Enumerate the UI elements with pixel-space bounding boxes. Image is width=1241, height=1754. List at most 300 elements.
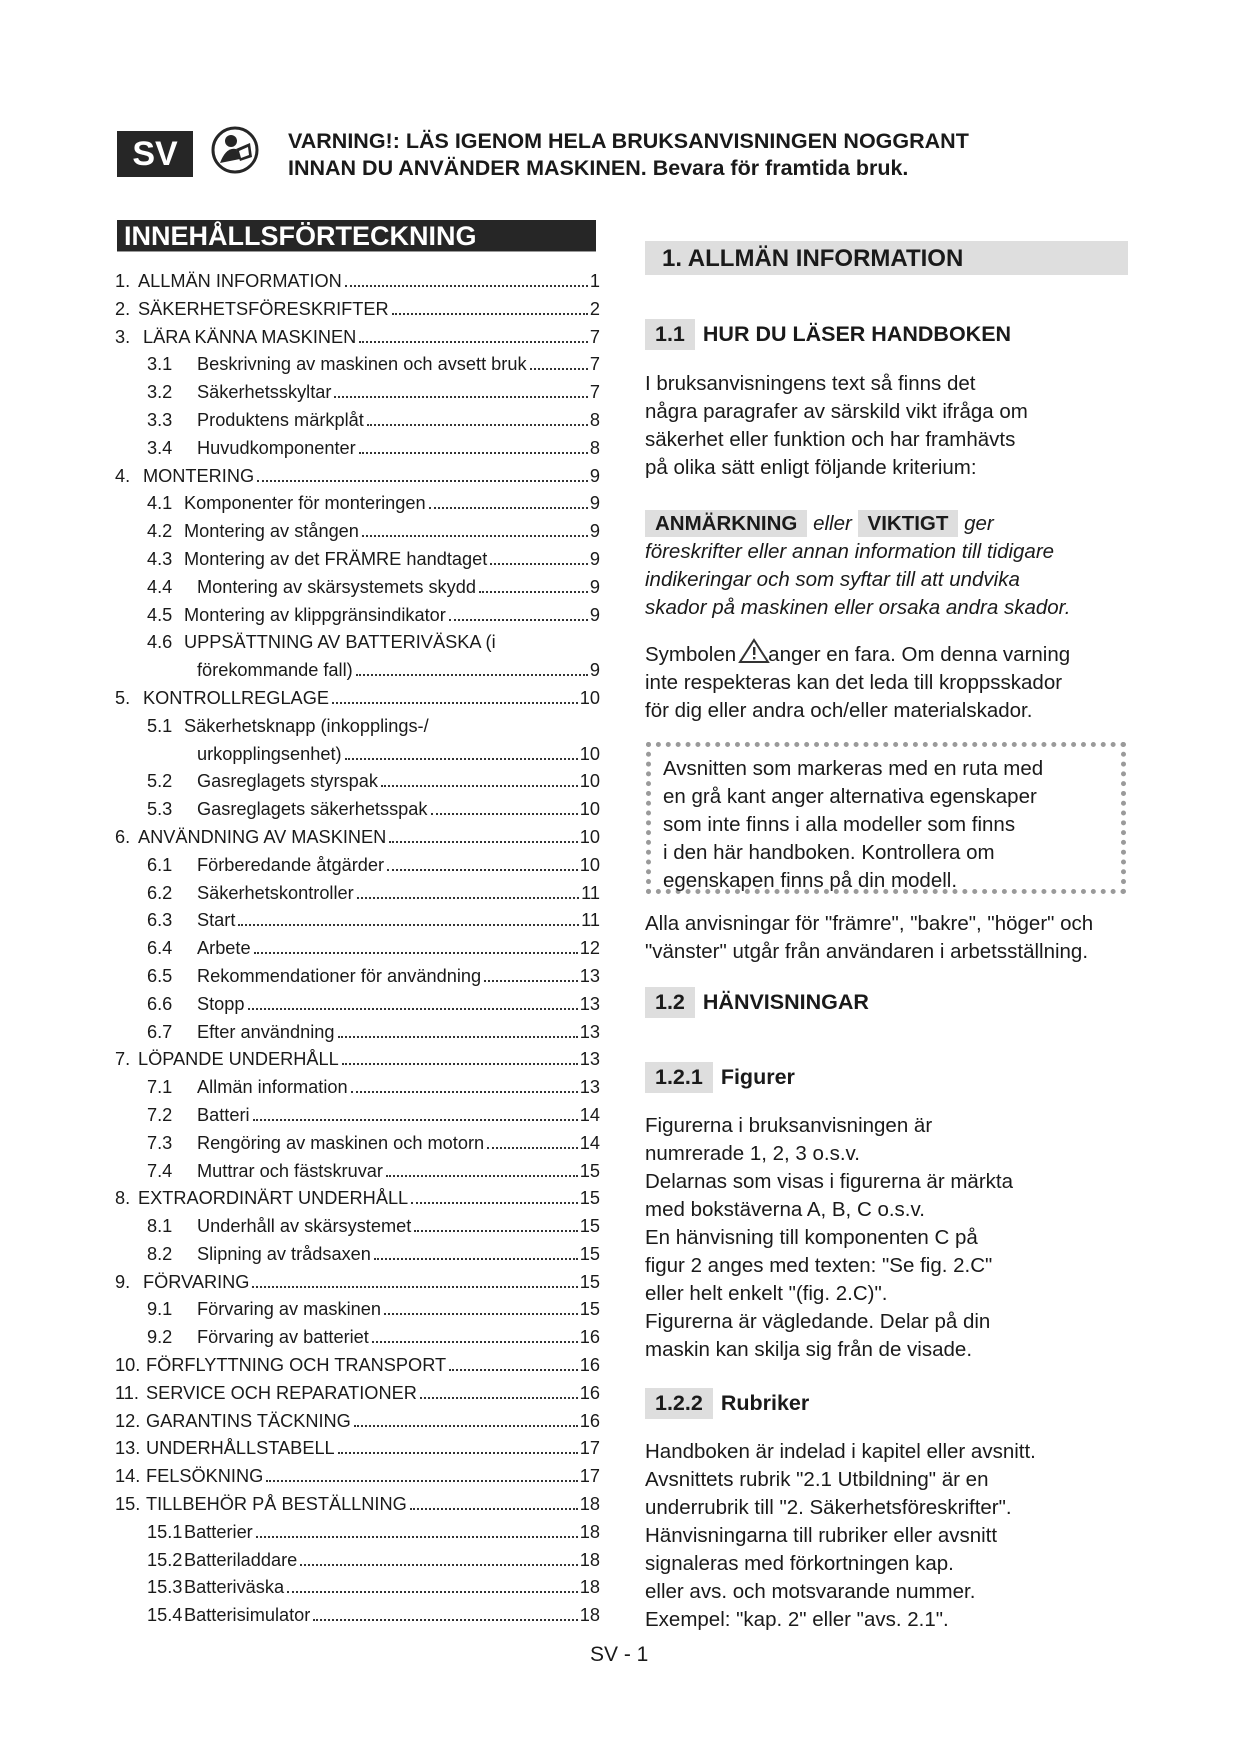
toc-entry-title: Säkerhetsskyltar	[197, 382, 332, 403]
warning-line-1: VARNING!: LÄS IGENOM HELA BRUKSANVISNINGEN NOGGRANT	[288, 129, 969, 153]
toc-leader	[342, 1063, 578, 1065]
toc-entry-number: 6.5	[147, 965, 173, 986]
toc-leader	[431, 813, 578, 815]
text-line: en grå kant anger alternativa egenskaper	[663, 785, 1037, 808]
subsection-1-2	[645, 987, 869, 1018]
toc-entry-number: 6.6	[147, 993, 173, 1014]
toc-entry[interactable]	[115, 1547, 600, 1575]
toc-leader	[411, 1202, 578, 1204]
toc-entry-title: Montering av stången	[184, 521, 359, 542]
toc-title: INNEHÅLLSFÖRTECKNING	[117, 220, 596, 252]
toc-leader	[384, 1313, 578, 1315]
toc-entry-page: 15	[579, 1299, 600, 1320]
toc-entry-number: 9.1	[147, 1299, 173, 1320]
page-number: SV - 1	[590, 1643, 649, 1666]
toc-entry-page: 7	[589, 326, 600, 347]
toc-entry[interactable]	[115, 1158, 600, 1186]
toc-entry-title: Batteri	[197, 1104, 250, 1125]
toc-entry[interactable]	[115, 1602, 600, 1630]
toc-entry[interactable]	[115, 1574, 600, 1602]
toc-entry-page: 10	[579, 743, 600, 764]
text-line: säkerhet eller funktion och har framhävts	[645, 428, 1016, 451]
warning-triangle-icon	[738, 638, 770, 664]
text-line: Alla anvisningar för "främre", "bakre", "höger" och	[645, 912, 1094, 935]
toc-leader	[338, 1036, 578, 1038]
toc-entry-title: Förvaring av batteriet	[197, 1327, 369, 1348]
text-line: skador på maskinen eller orsaka andra skador.	[645, 596, 1071, 619]
toc-leader	[357, 897, 579, 899]
toc-entry[interactable]	[115, 518, 600, 546]
toc-entry-page: 13	[579, 1021, 600, 1042]
toc-leader	[414, 1230, 577, 1232]
toc-entry-number: 6.7	[147, 1021, 173, 1042]
toc-entry-page: 16	[579, 1327, 600, 1348]
toc-leader	[338, 1452, 578, 1454]
toc-entry-number: 15.3	[147, 1577, 183, 1598]
toc-leader	[367, 424, 588, 426]
text-line: egenskapen finns på din modell.	[663, 869, 958, 892]
toc-entry-number: 2.	[115, 298, 131, 319]
toc-leader	[313, 1619, 577, 1621]
toc-entry-title: ANVÄNDNING AV MASKINEN	[138, 826, 387, 847]
toc-entry-continued[interactable]	[115, 657, 600, 685]
toc-entry-title: LÄRA KÄNNA MASKINEN	[143, 326, 357, 347]
toc-entry[interactable]	[115, 1213, 600, 1241]
toc-entry-number: 6.3	[147, 910, 173, 931]
toc-entry[interactable]	[115, 574, 600, 602]
toc-entry-page: 18	[579, 1605, 600, 1626]
toc-entry[interactable]	[115, 1102, 600, 1130]
toc-entry-title: Komponenter för monteringen	[184, 493, 426, 514]
toc-leader	[356, 674, 588, 676]
toc-entry[interactable]	[115, 1296, 600, 1324]
toc-entry-page: 13	[579, 993, 600, 1014]
toc-entry-title: UNDERHÅLLSTABELL	[146, 1438, 335, 1459]
toc-entry-number: 3.4	[147, 437, 173, 458]
toc-entry-page: 15	[579, 1216, 600, 1237]
toc-entry-page: 10	[579, 799, 600, 820]
toc-entry-page: 16	[579, 1355, 600, 1376]
toc-entry-page: 14	[579, 1104, 600, 1125]
toc-entry-number: 3.	[115, 326, 131, 347]
toc-leader	[487, 1147, 578, 1149]
toc-entry-title: Montering av skärsystemets skydd	[197, 576, 476, 597]
toc-entry[interactable]	[115, 602, 600, 630]
toc-entry-page: 16	[579, 1410, 600, 1431]
section-title: 1. ALLMÄN INFORMATION	[645, 241, 1128, 275]
text-line: på olika sätt enligt följande kriterium:	[645, 456, 977, 479]
toc-entry[interactable]	[115, 463, 600, 491]
paragraph-tags	[645, 510, 1131, 622]
table-of-contents	[115, 268, 600, 1630]
toc-leader	[381, 785, 578, 787]
text-line: som inte finns i alla modeller som finns	[663, 813, 1016, 836]
toc-entry-page: 8	[589, 409, 600, 430]
note-tag: ANMÄRKNING	[645, 510, 807, 537]
toc-leader	[252, 1286, 577, 1288]
toc-entry-title: Gasreglagets styrspak	[197, 771, 378, 792]
toc-entry-page: 9	[589, 576, 600, 597]
toc-entry[interactable]	[115, 351, 600, 379]
toc-entry-number: 11.	[115, 1382, 139, 1403]
language-badge: SV	[117, 131, 193, 177]
toc-entry-page: 15	[579, 1188, 600, 1209]
toc-entry-title: Allmän information	[197, 1077, 348, 1098]
text-line: En hänvisning till komponenten C på	[645, 1226, 978, 1249]
toc-entry-title: Stopp	[197, 993, 245, 1014]
toc-entry-page: 10	[579, 687, 600, 708]
toc-entry[interactable]	[115, 490, 600, 518]
toc-entry-number: 5.	[115, 687, 131, 708]
toc-entry-page: 11	[581, 910, 600, 931]
toc-entry[interactable]	[115, 1352, 600, 1380]
toc-entry-page: 17	[579, 1466, 600, 1487]
toc-entry[interactable]	[115, 713, 600, 741]
toc-leader	[351, 1091, 578, 1093]
text-line: i den här handboken. Kontrollera om	[663, 841, 995, 864]
toc-leader	[490, 563, 588, 565]
text-line: eller helt enkelt "(fig. 2.C)".	[645, 1282, 888, 1305]
toc-entry-page: 7	[589, 382, 600, 403]
paragraph-symbol-text	[645, 669, 1131, 725]
toc-entry-page: 9	[589, 493, 600, 514]
text-line: Avsnitten som markeras med en ruta med	[663, 757, 1044, 780]
toc-entry-title: Underhåll av skärsystemet	[197, 1216, 412, 1237]
text-line: "vänster" utgår från användaren i arbetsställning.	[645, 940, 1089, 963]
text-line: Hänvisningarna till rubriker eller avsnitt	[645, 1524, 998, 1547]
subsection-1-2-2	[645, 1388, 809, 1419]
toc-leader	[420, 1397, 578, 1399]
toc-entry[interactable]	[115, 935, 600, 963]
toc-entry-title: Förvaring av maskinen	[197, 1299, 381, 1320]
toc-leader	[253, 1119, 578, 1121]
ger-word: ger	[964, 512, 994, 535]
toc-leader	[300, 1564, 578, 1566]
toc-entry-title: Rengöring av maskinen och motorn	[197, 1132, 485, 1153]
subsection-number: 1.2.2	[645, 1388, 713, 1419]
text-line: eller avs. och motsvarande nummer.	[645, 1580, 976, 1603]
toc-entry[interactable]	[115, 1046, 600, 1074]
toc-entry-number: 9.2	[147, 1327, 173, 1348]
toc-entry-page: 7	[589, 354, 600, 375]
warning-line-2: INNAN DU ANVÄNDER MASKINEN. Bevara för framtida bruk.	[288, 156, 909, 180]
toc-entry-title: Produktens märkplåt	[197, 409, 364, 430]
toc-entry-number: 7.	[115, 1049, 131, 1070]
toc-entry-number: 5.3	[147, 799, 173, 820]
toc-entry[interactable]	[115, 1241, 600, 1269]
toc-entry-page: 15	[579, 1243, 600, 1264]
subsection-number: 1.2	[645, 987, 695, 1018]
text-line: figur 2 anges med texten: "Se fig. 2.C"	[645, 1254, 993, 1277]
toc-entry-title: förekommande fall)	[197, 660, 353, 681]
toc-entry-number: 6.	[115, 826, 131, 847]
toc-entry-page: 10	[579, 826, 600, 847]
toc-entry[interactable]	[115, 1435, 600, 1463]
toc-leader	[372, 1341, 578, 1343]
toc-entry[interactable]	[115, 796, 600, 824]
optional-feature-box	[646, 742, 1126, 894]
toc-leader	[287, 1591, 578, 1593]
toc-entry[interactable]	[115, 379, 600, 407]
toc-leader	[345, 758, 578, 760]
toc-entry-title: urkopplingsenhet)	[197, 743, 342, 764]
paragraph-directions	[645, 910, 1131, 966]
symbol-pre-text: Symbolen	[645, 643, 737, 666]
text-line: Avsnittets rubrik "2.1 Utbildning" är en	[645, 1468, 989, 1491]
toc-entry-number: 15.2	[147, 1549, 183, 1570]
subsection-title: HUR DU LÄSER HANDBOKEN	[702, 322, 1012, 346]
toc-entry-number: 15.4	[147, 1605, 183, 1626]
toc-entry-title: MONTERING	[143, 465, 255, 486]
toc-entry[interactable]	[115, 546, 600, 574]
toc-leader	[389, 841, 577, 843]
toc-leader	[374, 1258, 578, 1260]
paragraph-intro	[645, 370, 1131, 482]
toc-entry-page: 9	[589, 521, 600, 542]
toc-entry-page: 2	[589, 298, 600, 319]
toc-entry-page: 12	[579, 938, 600, 959]
toc-entry[interactable]	[115, 907, 600, 935]
toc-entry-title: Batterier	[184, 1521, 253, 1542]
toc-entry-number: 15.	[115, 1494, 141, 1515]
toc-entry-page: 13	[579, 1077, 600, 1098]
toc-entry-number: 4.	[115, 465, 131, 486]
toc-leader	[449, 1369, 578, 1371]
subsection-title: Figurer	[720, 1065, 795, 1089]
text-line: Exempel: "kap. 2" eller "avs. 2.1".	[645, 1608, 949, 1631]
toc-entry-title: Batteriladdare	[184, 1549, 298, 1570]
toc-entry-title: Säkerhetskontroller	[197, 882, 354, 903]
paragraph-headings	[645, 1438, 1131, 1634]
toc-entry[interactable]	[115, 852, 600, 880]
text-line: inte respekteras kan det leda till kroppsskador	[645, 671, 1063, 694]
text-line: Handboken är indelad i kapitel eller avsnitt.	[645, 1440, 1036, 1463]
toc-entry-number: 4.5	[147, 604, 173, 625]
paragraph-symbol	[645, 638, 1131, 725]
toc-entry-page: 10	[579, 771, 600, 792]
toc-entry-number: 5.2	[147, 771, 173, 792]
toc-leader	[530, 368, 588, 370]
toc-entry-title: Batterisimulator	[184, 1605, 311, 1626]
text-line: för dig eller andra och/eller materialskador.	[645, 699, 1033, 722]
read-manual-icon	[210, 125, 260, 175]
toc-entry-number: 7.4	[147, 1160, 173, 1181]
toc-entry[interactable]	[115, 963, 600, 991]
toc-entry-title: EXTRAORDINÄRT UNDERHÅLL	[138, 1188, 409, 1209]
toc-entry-number: 6.1	[147, 854, 173, 875]
toc-entry-number: 5.1	[147, 715, 173, 736]
text-line: I bruksanvisningens text så finns det	[645, 372, 976, 395]
toc-entry[interactable]	[115, 435, 600, 463]
subsection-number: 1.2.1	[645, 1062, 713, 1093]
toc-entry-page: 8	[589, 437, 600, 458]
toc-entry-page: 14	[579, 1132, 600, 1153]
important-tag: VIKTIGT	[858, 510, 959, 537]
toc-leader	[354, 1425, 578, 1427]
toc-entry-title: Batteriväska	[184, 1577, 285, 1598]
toc-entry-number: 7.1	[147, 1077, 173, 1098]
toc-entry-page: 15	[579, 1271, 600, 1292]
toc-leader	[387, 869, 578, 871]
toc-entry-number: 1.	[115, 271, 131, 291]
toc-entry-number: 3.2	[147, 382, 173, 403]
toc-entry[interactable]	[115, 685, 600, 713]
toc-entry-title: Efter användning	[197, 1021, 335, 1042]
toc-entry-page: 13	[579, 965, 600, 986]
toc-entry-continued[interactable]	[115, 741, 600, 769]
toc-leader	[266, 1480, 578, 1482]
toc-entry-number: 6.4	[147, 938, 173, 959]
toc-entry[interactable]	[115, 296, 600, 324]
toc-entry-title: Gasreglagets säkerhetsspak	[197, 799, 428, 820]
toc-entry-title: TILLBEHÖR PÅ BESTÄLLNING	[146, 1494, 407, 1515]
toc-entry[interactable]	[115, 1185, 600, 1213]
text-line: med bokstäverna A, B, C o.s.v.	[645, 1198, 925, 1221]
toc-leader	[484, 980, 578, 982]
toc-leader	[248, 1008, 578, 1010]
toc-entry-title: Montering av klippgränsindikator	[184, 604, 446, 625]
toc-entry[interactable]	[115, 880, 600, 908]
toc-entry-title: KONTROLLREGLAGE	[143, 687, 329, 708]
toc-entry-number: 3.1	[147, 354, 173, 375]
toc-entry[interactable]	[115, 1269, 600, 1297]
toc-entry-title: FELSÖKNING	[146, 1466, 264, 1487]
toc-entry-title: GARANTINS TÄCKNING	[146, 1410, 351, 1431]
toc-leader	[238, 924, 579, 926]
toc-entry-number: 4.2	[147, 521, 173, 542]
toc-entry-title: FÖRFLYTTNING OCH TRANSPORT	[146, 1355, 447, 1376]
text-line: indikeringar och som syftar till att undvika	[645, 568, 1020, 591]
text-line: Figurerna i bruksanvisningen är	[645, 1114, 933, 1137]
toc-leader	[392, 313, 588, 315]
toc-entry[interactable]	[115, 1130, 600, 1158]
toc-entry-number: 15.1	[147, 1521, 183, 1542]
toc-entry-number: 3.3	[147, 409, 173, 430]
toc-entry[interactable]	[115, 1519, 600, 1547]
toc-entry[interactable]	[115, 1463, 600, 1491]
toc-entry[interactable]	[115, 407, 600, 435]
toc-leader	[334, 396, 587, 398]
toc-leader	[449, 619, 588, 621]
toc-entry-page: 17	[579, 1438, 600, 1459]
text-line: underrubrik till "2. Säkerhetsföreskrifter".	[645, 1496, 1012, 1519]
toc-entry-page: 9	[589, 660, 600, 681]
toc-entry-number: 4.1	[147, 493, 173, 514]
toc-entry-number: 4.6	[147, 632, 173, 653]
toc-entry[interactable]	[115, 1408, 600, 1436]
symbol-post-text: anger en fara. Om denna varning	[768, 643, 1071, 666]
toc-entry[interactable]	[115, 1019, 600, 1047]
toc-entry-page: 15	[579, 1160, 600, 1181]
subsection-title: HÄNVISNINGAR	[702, 990, 869, 1014]
toc-entry-title: Beskrivning av maskinen och avsett bruk	[197, 354, 527, 375]
toc-entry-page: 1	[589, 271, 600, 291]
toc-entry-number: 7.2	[147, 1104, 173, 1125]
toc-entry-number: 4.4	[147, 576, 173, 597]
toc-entry-number: 13.	[115, 1438, 141, 1459]
text-line: signaleras med förkortningen kap.	[645, 1552, 954, 1575]
toc-leader	[359, 341, 588, 343]
paragraph-figures	[645, 1112, 1131, 1364]
toc-entry-number: 14.	[115, 1466, 141, 1487]
toc-leader	[345, 285, 588, 287]
toc-entry-title: Rekommendationer för användning	[197, 965, 482, 986]
subsection-number: 1.1	[645, 319, 695, 350]
toc-entry-page: 18	[579, 1494, 600, 1515]
toc-leader	[410, 1508, 578, 1510]
toc-entry-number: 8.2	[147, 1243, 173, 1264]
toc-entry-title: Arbete	[197, 938, 251, 959]
toc-leader	[332, 702, 578, 704]
toc-entry-title: Montering av det FRÄMRE handtaget	[184, 548, 488, 569]
text-line: några paragrafer av särskild vikt ifråga om	[645, 400, 1028, 423]
toc-entry-title: Förberedande åtgärder	[197, 854, 385, 875]
subsection-title: Rubriker	[720, 1391, 810, 1415]
toc-entry[interactable]	[115, 824, 600, 852]
toc-leader	[359, 452, 588, 454]
toc-entry[interactable]	[115, 268, 600, 296]
toc-entry-page: 16	[579, 1382, 600, 1403]
subsection-1-1	[645, 319, 1011, 350]
toc-entry-title: Muttrar och fästskruvar	[197, 1160, 383, 1181]
toc-entry[interactable]	[115, 1491, 600, 1519]
or-word: eller	[813, 512, 852, 535]
toc-entry-title: UPPSÄTTNING AV BATTERIVÄSKA (i	[184, 632, 496, 653]
toc-leader	[386, 1175, 578, 1177]
toc-entry[interactable]	[115, 629, 600, 657]
toc-entry-page: 13	[579, 1049, 600, 1070]
text-line: maskin kan skilja sig från de visade.	[645, 1338, 973, 1361]
toc-entry-number: 4.3	[147, 548, 173, 569]
toc-leader	[362, 535, 588, 537]
toc-entry-title: Start	[197, 910, 236, 931]
toc-entry-number: 7.3	[147, 1132, 173, 1153]
toc-entry-page: 11	[581, 882, 600, 903]
toc-entry[interactable]	[115, 324, 600, 352]
toc-entry-page: 18	[579, 1521, 600, 1542]
toc-entry-page: 9	[589, 548, 600, 569]
toc-entry-page: 18	[579, 1577, 600, 1598]
toc-entry-title: Slipning av trådsaxen	[197, 1243, 371, 1264]
toc-entry-page: 9	[589, 465, 600, 486]
text-line: Delarnas som visas i figurerna är märkta	[645, 1170, 1013, 1193]
toc-entry-title: ALLMÄN INFORMATION	[138, 271, 342, 291]
toc-entry-title: FÖRVARING	[143, 1271, 250, 1292]
toc-entry[interactable]	[115, 768, 600, 796]
text-line: numrerade 1, 2, 3 o.s.v.	[645, 1142, 860, 1165]
toc-leader	[256, 1536, 578, 1538]
toc-entry[interactable]	[115, 1074, 600, 1102]
toc-leader	[257, 480, 588, 482]
toc-entry-number: 8.1	[147, 1216, 173, 1237]
text-line: Figurerna är vägledande. Delar på din	[645, 1310, 991, 1333]
toc-entry-title: SÄKERHETSFÖRESKRIFTER	[138, 298, 389, 319]
toc-entry-title: SERVICE OCH REPARATIONER	[146, 1382, 417, 1403]
toc-entry-number: 12.	[115, 1410, 141, 1431]
toc-entry[interactable]	[115, 1380, 600, 1408]
toc-entry-number: 10.	[115, 1355, 141, 1376]
toc-entry[interactable]	[115, 991, 600, 1019]
toc-entry-page: 18	[579, 1549, 600, 1570]
toc-entry-number: 6.2	[147, 882, 173, 903]
toc-entry-title: Säkerhetsknapp (inkopplings-/	[184, 715, 429, 736]
toc-entry[interactable]	[115, 1324, 600, 1352]
paragraph-tags-text	[645, 538, 1131, 622]
text-line: föreskrifter eller annan information till tidigare	[645, 540, 1055, 563]
toc-entry-page: 9	[589, 604, 600, 625]
toc-entry-number: 9.	[115, 1271, 131, 1292]
toc-entry-page: 10	[579, 854, 600, 875]
